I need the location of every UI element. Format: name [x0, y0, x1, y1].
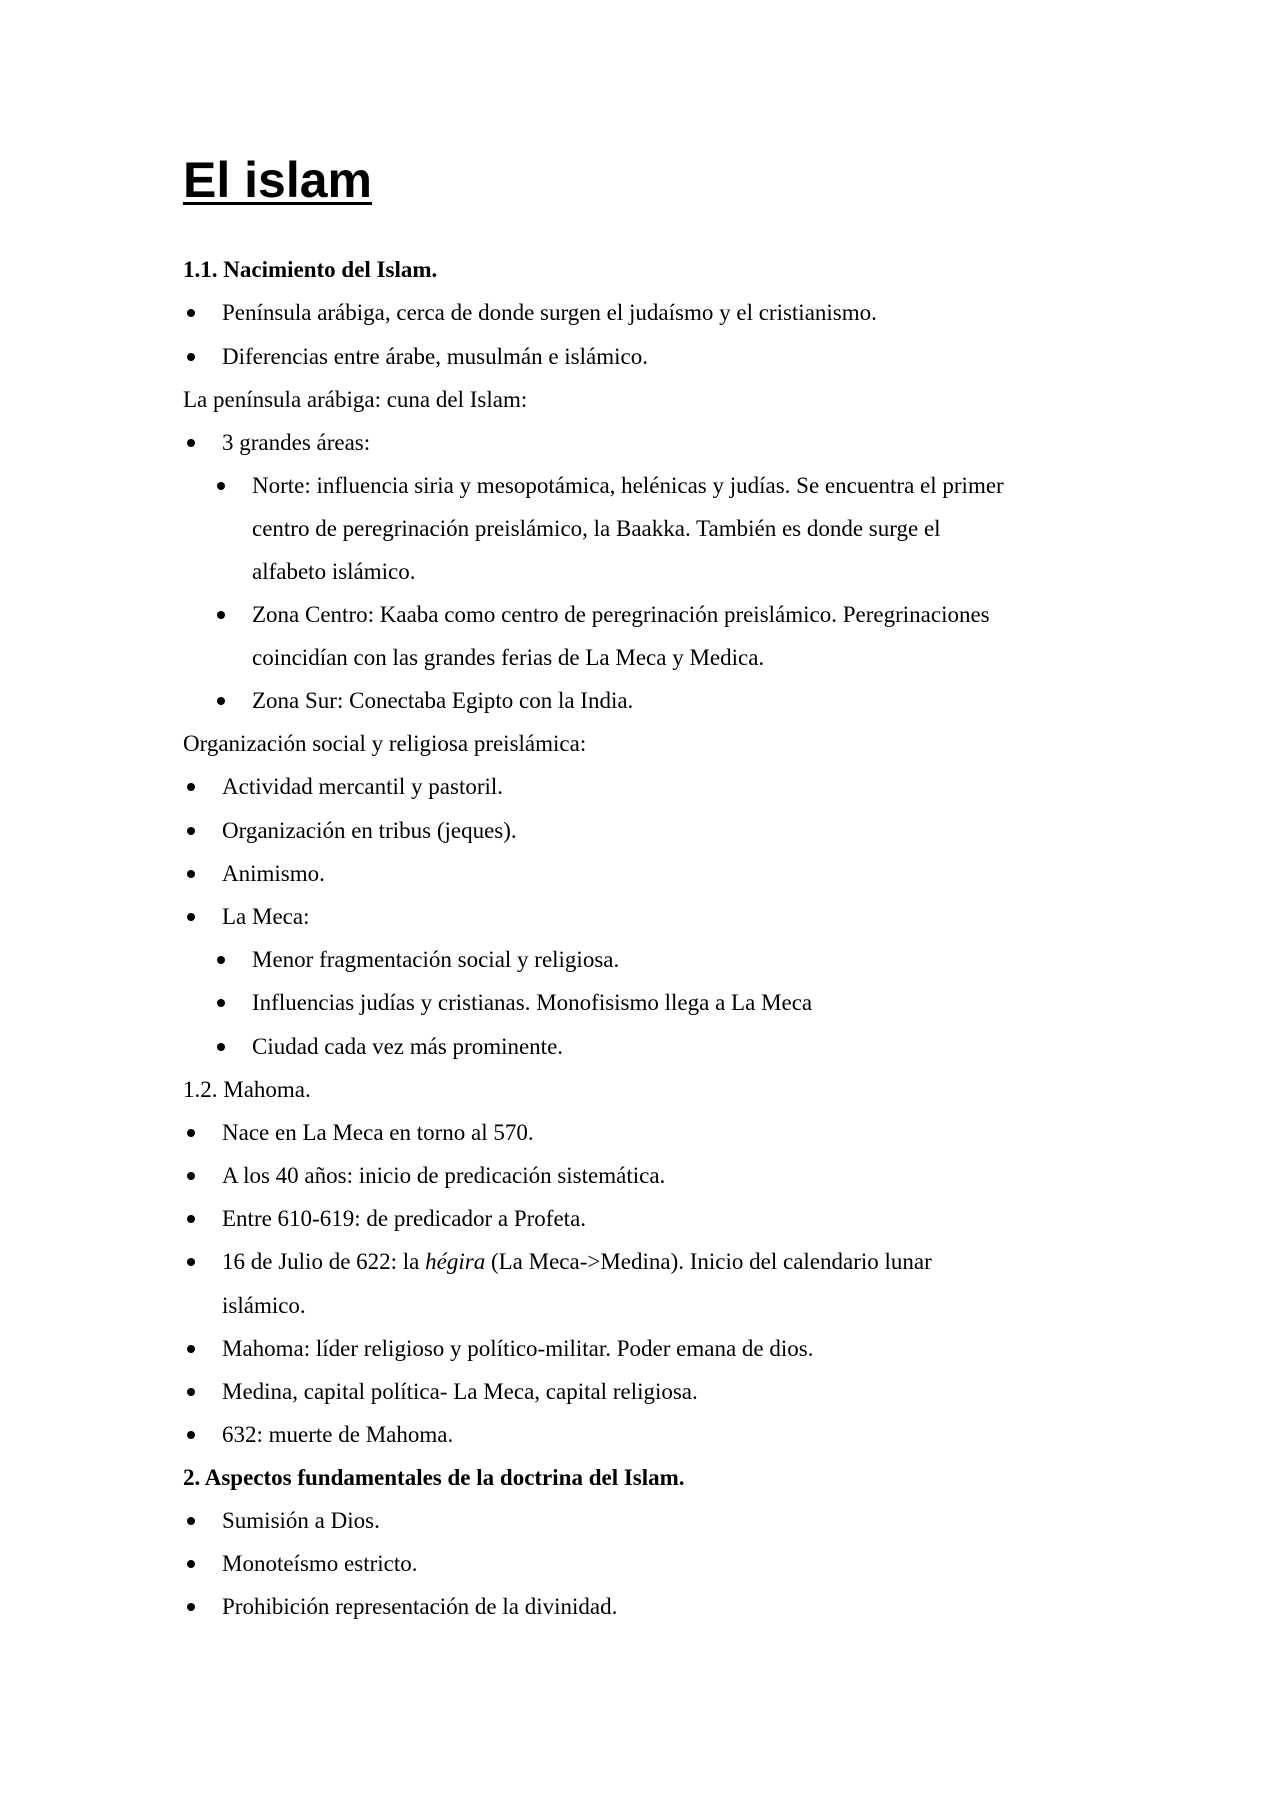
sub-list-item: Influencias judías y cristianas. Monofisismo llega a La Meca — [252, 990, 813, 1015]
sub-list-item: Zona Centro: Kaaba como centro de peregrinación preislámico. Peregrinaciones — [252, 602, 990, 627]
bullet-icon — [187, 827, 195, 835]
paragraph-peninsula: La península arábiga: cuna del Islam: — [183, 387, 528, 412]
hegira-term: hégira — [425, 1249, 486, 1274]
section-heading-mahoma: 1.2. Mahoma. — [183, 1077, 311, 1102]
hegira-text-post: (La Meca->Medina). Inicio del calendario lunar — [485, 1249, 932, 1274]
list-item: Península arábiga, cerca de donde surgen el judaísmo y el cristianismo. — [222, 300, 877, 325]
list-item: Animismo. — [222, 861, 325, 886]
bullet-icon — [187, 1560, 195, 1568]
sub-list-item-continued: alfabeto islámico. — [252, 559, 416, 584]
list-item: 3 grandes áreas: — [222, 430, 371, 455]
bullet-icon — [217, 482, 225, 490]
bullet-icon — [187, 1215, 195, 1223]
bullet-icon — [187, 913, 195, 921]
list-item: Medina, capital política- La Meca, capital religiosa. — [222, 1379, 698, 1404]
list-item: Organización en tribus (jeques). — [222, 818, 517, 843]
bullet-icon — [187, 1431, 195, 1439]
bullet-icon — [187, 353, 195, 361]
sub-list-item: Menor fragmentación social y religiosa. — [252, 947, 620, 972]
hegira-text-pre: 16 de Julio de 622: la — [222, 1249, 426, 1274]
bullet-icon — [187, 1603, 195, 1611]
section-heading-doctrina: 2. Aspectos fundamentales de la doctrina del Islam. — [183, 1465, 685, 1490]
list-item: Actividad mercantil y pastoril. — [222, 774, 504, 799]
bullet-icon — [187, 870, 195, 878]
list-item: La Meca: — [222, 904, 310, 929]
bullet-icon — [187, 1172, 195, 1180]
paragraph-organizacion: Organización social y religiosa preislámica: — [183, 731, 587, 756]
list-item: Monoteísmo estricto. — [222, 1551, 418, 1576]
list-item: 632: muerte de Mahoma. — [222, 1422, 454, 1447]
bullet-icon — [187, 1345, 195, 1353]
sub-list-item: Ciudad cada vez más prominente. — [252, 1034, 564, 1059]
bullet-icon — [187, 1258, 195, 1266]
list-item: Sumisión a Dios. — [222, 1508, 380, 1533]
bullet-icon — [217, 999, 225, 1007]
bullet-icon — [187, 439, 195, 447]
bullet-icon — [187, 1388, 195, 1396]
bullet-icon — [217, 956, 225, 964]
list-item: Diferencias entre árabe, musulmán e islámico. — [222, 344, 648, 369]
bullet-icon — [187, 1517, 195, 1525]
list-item: Nace en La Meca en torno al 570. — [222, 1120, 534, 1145]
list-item-hegira — [222, 1240, 932, 1283]
bullet-icon — [217, 611, 225, 619]
bullet-icon — [187, 783, 195, 791]
bullet-icon — [187, 309, 195, 317]
list-item-continued: islámico. — [222, 1293, 306, 1318]
sub-list-item-continued: centro de peregrinación preislámico, la Baakka. También es donde surge el — [252, 516, 941, 541]
list-item: A los 40 años: inicio de predicación sistemática. — [222, 1163, 666, 1188]
bullet-icon — [217, 1043, 225, 1051]
bullet-icon — [217, 697, 225, 705]
section-heading-nacimiento: 1.1. Nacimiento del Islam. — [183, 257, 438, 282]
list-item: Mahoma: líder religioso y político-militar. Poder emana de dios. — [222, 1336, 814, 1361]
list-item: Prohibición representación de la divinidad. — [222, 1594, 618, 1619]
page-title: El islam — [183, 152, 372, 208]
list-item: Entre 610-619: de predicador a Profeta. — [222, 1206, 587, 1231]
sub-list-item: Norte: influencia siria y mesopotámica, helénicas y judías. Se encuentra el primer — [252, 473, 1004, 498]
sub-list-item-continued: coincidían con las grandes ferias de La Meca y Medica. — [252, 645, 765, 670]
sub-list-item: Zona Sur: Conectaba Egipto con la India. — [252, 688, 634, 713]
bullet-icon — [187, 1129, 195, 1137]
